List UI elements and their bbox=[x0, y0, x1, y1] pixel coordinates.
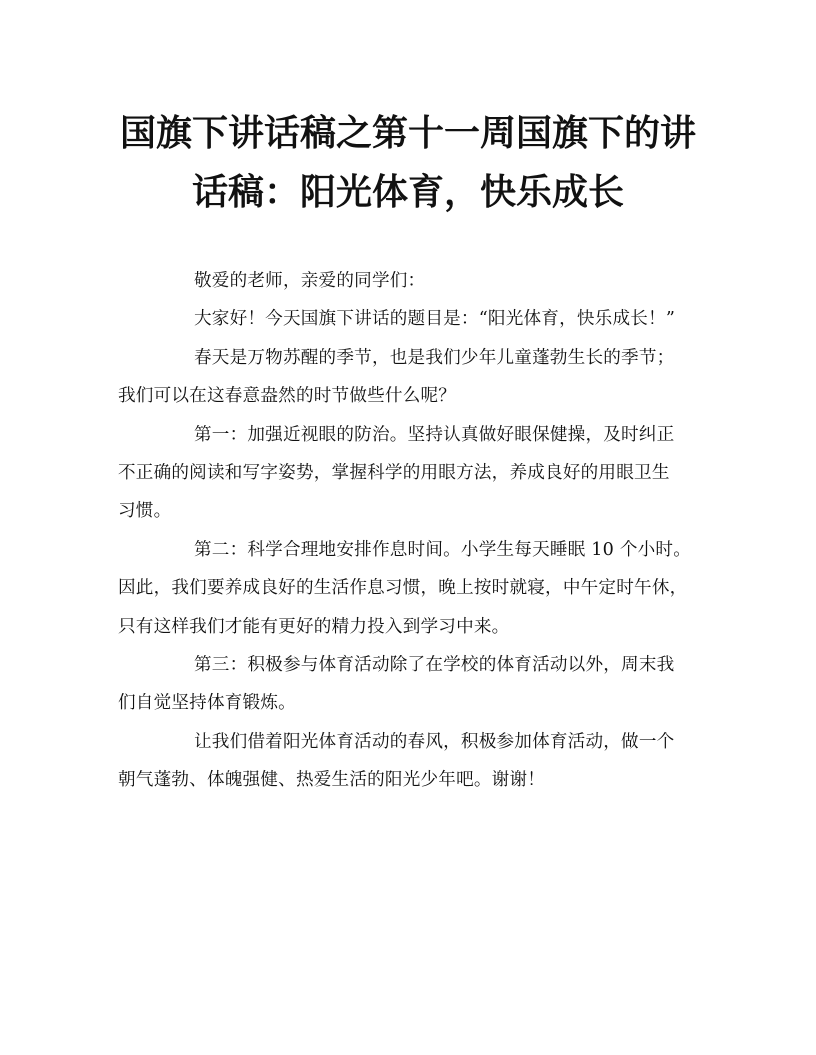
body-line: 朝气蓬勃、体魄强健、热爱生活的阳光少年吧。谢谢！ bbox=[118, 770, 546, 791]
body-line: 习惯。 bbox=[118, 501, 172, 522]
title-line-1: 国旗下讲话稿之第十一周国旗下的讲 bbox=[119, 112, 696, 154]
document-body bbox=[118, 262, 702, 800]
body-line: 不正确的阅读和写字姿势，掌握科学的用眼方法，养成良好的用眼卫生 bbox=[118, 463, 670, 484]
body-line: 第一：加强近视眼的防治。坚持认真做好眼保健操，及时纠正 bbox=[194, 424, 675, 445]
greeting-line: 大家好！今天国旗下讲话的题目是：“阳光体育，快乐成长！” bbox=[194, 309, 676, 330]
body-line: 让我们借着阳光体育活动的春风，积极参加体育活动，做一个 bbox=[194, 731, 675, 752]
body-line: 因此，我们要养成良好的生活作息习惯，晚上按时就寝，中午定时午休， bbox=[118, 578, 688, 599]
body-line: 第三：积极参与体育活动除了在学校的体育活动以外，周末我 bbox=[194, 655, 675, 676]
body-line: 我们可以在这春意盎然的时节做些什么呢？ bbox=[118, 386, 457, 407]
body-line: 只有这样我们才能有更好的精力投入到学习中来。 bbox=[118, 616, 510, 637]
document-title bbox=[100, 104, 716, 222]
body-line: 们自觉坚持体育锻炼。 bbox=[118, 693, 296, 714]
title-line-2: 话稿：阳光体育，快乐成长 bbox=[191, 171, 624, 213]
body-line: 第二：科学合理地安排作息时间。小学生每天睡眠 10 个小时。 bbox=[194, 539, 692, 560]
salutation: 敬爱的老师，亲爱的同学们： bbox=[194, 271, 426, 291]
body-line: 春天是万物苏醒的季节，也是我们少年儿童蓬勃生长的季节； bbox=[194, 347, 675, 368]
